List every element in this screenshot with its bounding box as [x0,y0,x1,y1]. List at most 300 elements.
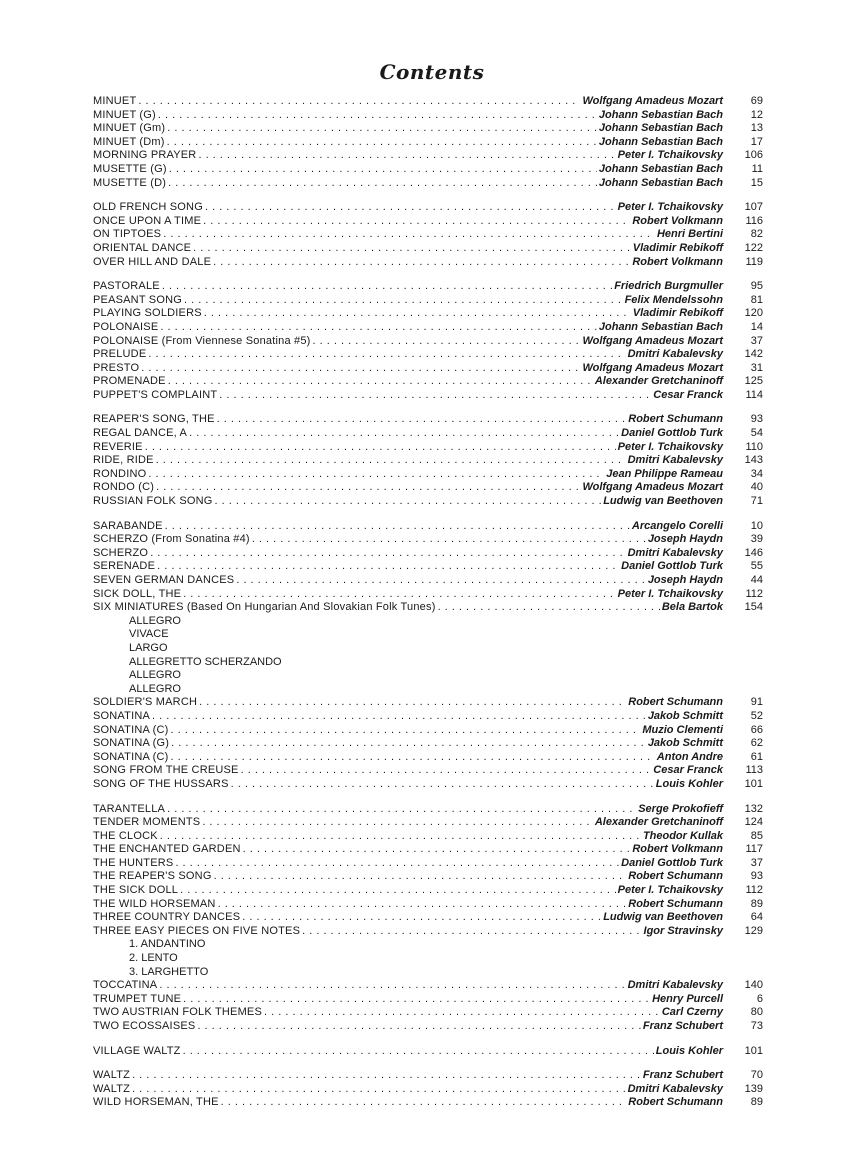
group-spacer [93,269,763,280]
movement-title: 2. LENTO [129,952,178,965]
composer-name: Franz Schubert [642,1020,723,1032]
composer-name: Wolfgang Amadeus Mozart [582,95,723,107]
toc-entry [93,778,763,792]
dot-leader [132,1083,626,1097]
piece-title: TWO ECOSSAISES [93,1020,196,1032]
dot-leader [141,362,580,376]
piece-title: MUSETTE (D) [93,176,167,189]
composer-name: Johann Sebastian Bach [598,108,723,121]
page-number: 110 [745,440,763,453]
page-number: 101 [744,777,763,790]
toc-entry [93,335,763,349]
piece-title: ORIENTAL DANCE [93,241,192,254]
piece-title: PLAYING SOLDIERS [93,307,202,320]
toc-entry [93,413,763,427]
composer-name: Cesar Franck [653,388,723,401]
page-title: Contents [379,60,485,84]
group-spacer [93,509,763,520]
composer-name: Jakob Schmitt [647,737,723,750]
piece-title: ONCE UPON A TIME [93,214,202,227]
page-number: 40 [750,481,763,494]
dot-leader [203,215,630,229]
dot-leader [221,1096,627,1110]
composer-name: Robert Volkmann [632,255,723,268]
composer-name: Serge Prokofieff [638,802,723,815]
toc-entry [93,427,763,441]
composer-name: Robert Schumann [628,1096,723,1109]
toc-entry [93,136,763,150]
table-of-contents [93,95,763,1110]
toc-entry [93,109,763,123]
dot-leader [148,348,625,362]
dot-leader [193,242,631,256]
toc-entry [93,574,763,588]
dot-leader [156,481,580,495]
composer-name: Johann Sebastian Bach [598,122,723,135]
piece-title: WALTZ [93,1082,131,1095]
piece-title: RONDINO [93,467,147,480]
page-number: 37 [750,334,763,347]
piece-title: PROMENADE [93,375,166,388]
composer-name: Vladimir Rebikoff [632,307,723,320]
piece-title: THREE EASY PIECES ON FIVE NOTES [93,924,301,937]
toc-entry [93,857,763,871]
dot-leader [171,737,646,751]
page-number: 122 [744,241,763,254]
page-number: 140 [744,979,763,992]
dot-leader [231,778,654,792]
toc-entry [93,454,763,468]
page-number: 112 [745,884,763,897]
movement-title: 1. ANDANTINO [129,938,206,951]
piece-title: SONATINA (G) [93,737,170,750]
piece-title: MINUET (Gm) [93,122,166,135]
dot-leader [167,803,636,817]
toc-entry [93,979,763,993]
composer-name: Robert Volkmann [632,214,723,227]
dot-leader [189,427,619,441]
page-number: 10 [750,519,763,532]
page-number: 37 [750,856,763,869]
piece-title: OVER HILL AND DALE [93,255,212,268]
composer-name: Carl Czerny [661,1006,723,1019]
composer-name: Dmitri Kabalevsky [627,546,723,559]
dot-leader [205,201,616,215]
dot-leader [150,547,625,561]
dot-leader [199,696,626,710]
toc-entry [93,481,763,495]
toc-entry [93,816,763,830]
composer-name: Igor Stravinsky [643,924,723,937]
composer-name: Daniel Gottlob Turk [621,427,723,440]
piece-title: SONG OF THE HUSSARS [93,777,229,790]
page-number: 71 [750,495,763,508]
page-number: 117 [745,843,763,856]
toc-entry [93,122,763,136]
toc-entry [93,321,763,335]
composer-name: Johann Sebastian Bach [598,320,723,333]
toc-entry [93,1096,763,1110]
movement-title: ALLEGRO [129,669,181,682]
page-number: 89 [750,1096,763,1109]
page-number: 116 [745,214,763,227]
piece-title: PUPPET'S COMPLAINT [93,388,218,401]
dot-leader [160,321,597,335]
toc-entry [93,95,763,109]
composer-name: Anton Andre [656,750,723,763]
piece-title: WALTZ [93,1069,131,1082]
dot-leader [204,307,631,321]
composer-name: Franz Schubert [642,1069,723,1082]
toc-entry [93,560,763,574]
toc-entry [93,911,763,925]
toc-entry [93,201,763,215]
page-number: 124 [744,816,763,829]
page-number: 52 [750,709,763,722]
piece-title: MINUET [93,95,137,107]
toc-entry [93,696,763,710]
movement-title: ALLEGRO [129,682,181,695]
page-number: 14 [750,320,763,333]
piece-title: THE CLOCK [93,829,158,842]
piece-title: PRESTO [93,361,140,374]
composer-name: Henry Purcell [652,992,723,1005]
toc-entry [93,441,763,455]
composer-name: Friedrich Burgmuller [614,280,723,293]
page-number: 132 [744,802,763,815]
composer-name: Felix Mendelssohn [624,293,723,306]
composer-name: Peter I. Tchaikovsky [617,884,723,897]
piece-title: THE ENCHANTED GARDEN [93,843,241,856]
toc-entry [93,710,763,724]
page-number: 129 [744,924,763,937]
piece-title: SIX MINIATURES (Based On Hungarian And Slovakian Folk Tunes) [93,601,436,614]
composer-name: Peter I. Tchaikovsky [617,440,723,453]
group-spacer [93,1058,763,1069]
dot-leader [145,441,616,455]
toc-entry [93,307,763,321]
dot-leader [438,601,660,615]
dot-leader [159,979,625,993]
dot-leader [218,898,627,912]
composer-name: Johann Sebastian Bach [598,176,723,189]
piece-title: RIDE, RIDE [93,454,154,467]
page-number: 55 [750,560,763,573]
dot-leader [236,574,645,588]
toc-entry [93,149,763,163]
dot-leader [197,1020,640,1034]
page-number: 11 [751,162,763,175]
dot-leader [183,1045,654,1059]
composer-name: Joseph Haydn [647,574,723,586]
group-spacer [93,1034,763,1045]
composer-name: Jean Philippe Rameau [606,467,723,480]
page-number: 70 [750,1069,763,1082]
toc-entry [93,177,763,191]
composer-name: Johann Sebastian Bach [598,135,723,148]
piece-title: POLONAISE (From Viennese Sonatina #5) [93,334,311,347]
composer-name: Arcangelo Corelli [631,519,723,532]
page-number: 62 [750,737,763,750]
dot-leader [184,294,623,308]
page-number: 85 [750,829,763,842]
composer-name: Ludwig van Beethoven [603,495,723,508]
page-number: 107 [744,201,763,214]
dot-leader [168,177,597,191]
group-spacer [93,402,763,413]
piece-title: THE SICK DOLL [93,884,179,897]
page-number: 13 [750,122,763,135]
page-number: 34 [750,467,763,480]
composer-name: Joseph Haydn [647,533,723,546]
page-number: 82 [750,228,763,241]
piece-title: TOCCATINA [93,979,158,992]
page-number: 80 [750,1006,763,1019]
toc-entry [93,898,763,912]
composer-name: Alexander Gretchaninoff [594,375,723,388]
piece-title: WILD HORSEMAN, THE [93,1096,219,1109]
page-number: 106 [744,149,763,162]
toc-entry [93,870,763,884]
dot-leader [169,163,597,177]
piece-title: SONATINA (C) [93,750,169,763]
dot-leader [163,228,655,242]
dot-leader [252,533,646,547]
composer-name: Wolfgang Amadeus Mozart [582,361,723,374]
composer-name: Dmitri Kabalevsky [627,1082,723,1095]
piece-title: TRUMPET TUNE [93,992,182,1005]
dot-leader [241,764,652,778]
composer-name: Vladimir Rebikoff [632,241,723,254]
toc-entry [93,163,763,177]
composer-name: Dmitri Kabalevsky [627,979,723,992]
page-number: 69 [750,95,763,107]
composer-name: Louis Kohler [655,1044,723,1057]
piece-title: REAPER'S SONG, THE [93,413,215,426]
piece-title: OLD FRENCH SONG [93,201,203,214]
dot-leader [175,857,619,871]
toc-entry [93,830,763,844]
page-number: 95 [750,280,763,293]
piece-title: PRELUDE [93,348,147,361]
dot-leader [167,122,597,136]
page-number: 154 [744,601,763,614]
page-number: 39 [750,533,763,546]
composer-name: Peter I. Tchaikovsky [617,149,723,162]
movement-title: 3. LARGHETTO [129,965,209,978]
toc-entry [93,1069,763,1083]
page-number: 112 [745,587,763,600]
page-number: 93 [750,870,763,883]
page-number: 113 [745,764,763,777]
dot-leader [167,136,597,150]
composer-name: Wolfgang Amadeus Mozart [582,334,723,347]
dot-leader [183,993,650,1007]
composer-name: Robert Schumann [628,870,723,883]
page-number: 17 [750,135,763,148]
piece-title: SONATINA (C) [93,723,169,736]
dot-leader [313,335,581,349]
composer-name: Theodor Kullak [642,829,723,842]
dot-leader [217,413,627,427]
piece-title: REVERIE [93,440,143,453]
dot-leader [213,256,630,270]
page-number: 12 [750,108,763,121]
piece-title: SOLDIER'S MARCH [93,696,198,709]
page-number: 101 [744,1044,763,1057]
piece-title: RONDO (C) [93,481,155,494]
piece-title: THREE COUNTRY DANCES [93,911,241,924]
dot-leader [264,1006,660,1020]
page-number: 93 [750,413,763,426]
composer-name: Bela Bartok [661,601,723,614]
page-number: 146 [744,546,763,559]
toc-entry [93,925,763,939]
toc-entry [93,751,763,765]
piece-title: SONATINA [93,709,151,722]
toc-entry [93,588,763,602]
dot-leader [243,843,631,857]
movement-title: LARGO [129,641,168,654]
dot-leader [132,1069,641,1083]
page-number: 6 [756,992,763,1005]
toc-entry [93,724,763,738]
dot-leader [202,816,593,830]
composer-name: Peter I. Tchaikovsky [617,587,723,600]
piece-title: SERENADE [93,560,156,573]
piece-title: THE WILD HORSEMAN [93,897,216,910]
piece-title: SONG FROM THE CREUSE [93,764,239,777]
page-number: 142 [744,348,763,361]
dot-leader [160,830,641,844]
page-number: 54 [750,427,763,440]
page-number: 31 [750,361,763,374]
page-number: 66 [750,723,763,736]
page-number: 91 [750,696,763,709]
piece-title: SCHERZO [93,546,149,559]
dot-leader [242,911,601,925]
dot-leader [180,884,616,898]
page-number: 81 [750,293,763,306]
piece-title: SARABANDE [93,519,163,532]
dot-leader [158,109,597,123]
page-number: 139 [744,1082,763,1095]
toc-entry [93,547,763,561]
page-number: 143 [744,454,763,467]
composer-name: Johann Sebastian Bach [598,162,723,175]
piece-title: THE REAPER'S SONG [93,870,212,883]
piece-title: REGAL DANCE, A [93,427,188,440]
page-number: 44 [750,574,763,586]
piece-title: SICK DOLL, THE [93,587,182,600]
toc-entry [93,993,763,1007]
page-number: 119 [745,255,763,268]
composer-name: Robert Schumann [628,696,723,709]
dot-leader [156,454,626,468]
piece-title: PEASANT SONG [93,293,182,306]
composer-name: Robert Volkmann [632,843,723,856]
dot-leader [162,280,612,294]
toc-entry [93,1083,763,1097]
piece-title: MUSETTE (G) [93,162,167,175]
piece-title: SEVEN GERMAN DANCES [93,574,235,586]
page-number: 15 [750,176,763,189]
composer-name: Cesar Franck [653,764,723,777]
piece-title: MINUET (Dm) [93,135,165,148]
piece-title: TWO AUSTRIAN FOLK THEMES [93,1006,263,1019]
piece-title: SCHERZO (From Sonatina #4) [93,533,250,546]
toc-entry [93,764,763,778]
toc-entry [93,348,763,362]
dot-leader [183,588,615,602]
piece-title: ON TIPTOES [93,228,162,241]
composer-name: Dmitri Kabalevsky [627,454,723,467]
toc-entry [93,294,763,308]
toc-entry [93,256,763,270]
dot-leader [148,468,604,482]
toc-entry [93,215,763,229]
movement-title: ALLEGRO [129,614,181,627]
dot-leader [214,870,627,884]
toc-entry [93,520,763,534]
dot-leader [152,710,646,724]
toc-entry [93,737,763,751]
toc-entry [93,533,763,547]
dot-leader [198,149,615,163]
piece-title: MINUET (G) [93,108,156,121]
piece-title: THE HUNTERS [93,856,174,869]
toc-entry [93,803,763,817]
piece-title: TARANTELLA [93,802,166,815]
page-number: 114 [745,388,763,401]
composer-name: Jakob Schmitt [647,709,723,722]
movement-title: ALLEGRETTO SCHERZANDO [129,655,282,668]
composer-name: Wolfgang Amadeus Mozart [582,481,723,494]
piece-title: MORNING PRAYER [93,149,197,162]
page-number: 120 [744,307,763,320]
piece-title: POLONAISE [93,320,159,333]
composer-name: Henri Bertini [656,228,723,241]
dot-leader [138,95,580,109]
composer-name: Dmitri Kabalevsky [627,348,723,361]
page-number: 125 [744,375,763,388]
toc-entry [93,843,763,857]
toc-entry [93,1045,763,1059]
dot-leader [215,495,602,509]
dot-leader [165,520,630,534]
composer-name: Robert Schumann [628,413,723,426]
toc-entry [93,375,763,389]
dot-leader [302,925,641,939]
composer-name: Peter I. Tchaikovsky [617,201,723,214]
group-spacer [93,792,763,803]
movement-title: VIVACE [129,628,169,641]
page-number: 61 [750,750,763,763]
composer-name: Daniel Gottlob Turk [621,856,723,869]
composer-name: Daniel Gottlob Turk [621,560,723,573]
piece-title: VILLAGE WALTZ [93,1044,181,1057]
toc-entry [93,228,763,242]
toc-entry [93,389,763,403]
group-spacer [93,190,763,201]
toc-entry [93,495,763,509]
dot-leader [157,560,619,574]
piece-title: PASTORALE [93,280,160,293]
piece-title: RUSSIAN FOLK SONG [93,495,213,508]
toc-entry [93,1020,763,1034]
composer-name: Muzio Clementi [642,723,723,736]
toc-entry [93,362,763,376]
